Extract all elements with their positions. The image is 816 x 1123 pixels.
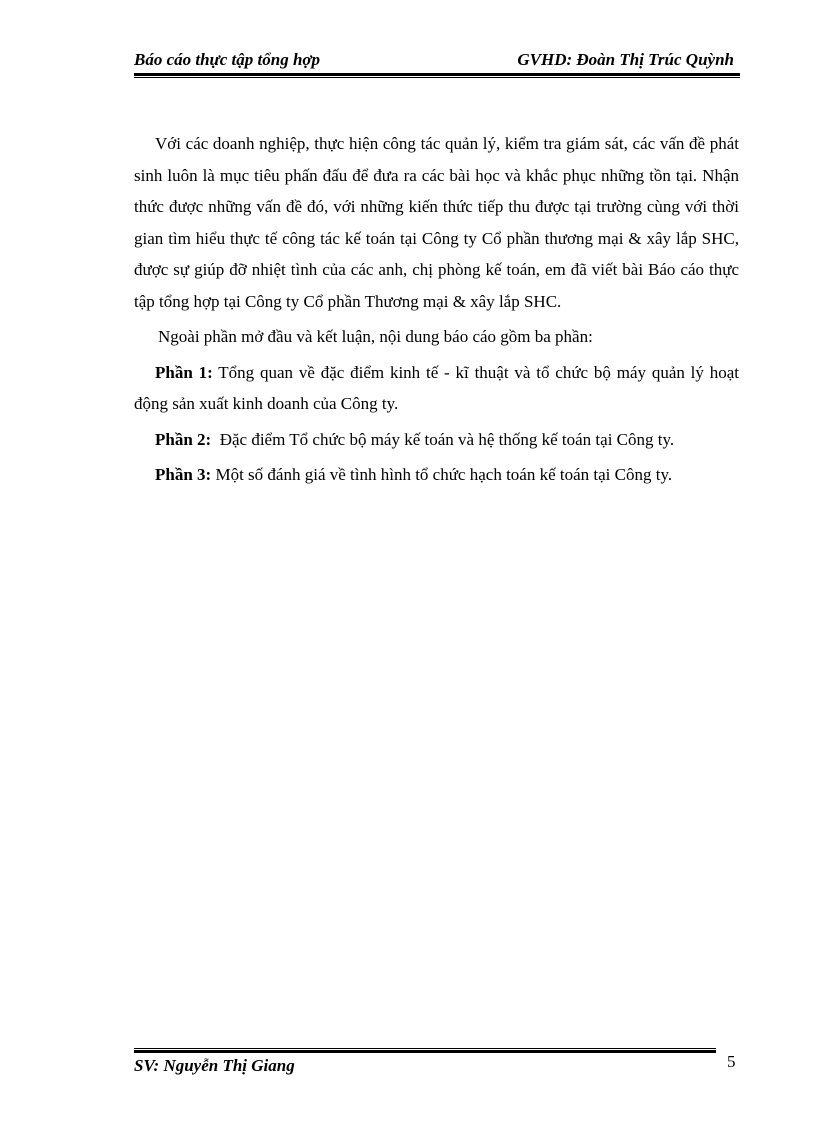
report-title: Báo cáo thực tập tổng hợp [134, 50, 321, 69]
supervisor-name: GVHD: Đoàn Thị Trúc Quỳnh [517, 50, 734, 69]
part-2-text: Đặc điểm Tổ chức bộ máy kế toán và hệ thống kế toán tại Công ty. [219, 429, 675, 449]
outline-lead-paragraph: Ngoài phần mở đầu và kết luận, nội dung báo cáo gồm ba phần: [158, 327, 593, 346]
student-name: SV: Nguyễn Thị Giang [134, 1056, 295, 1075]
footer-divider [134, 1048, 716, 1053]
part-2-paragraph [134, 424, 739, 456]
part-2-label: Phần 2: [155, 429, 212, 449]
part-3-paragraph [134, 459, 739, 491]
page-number: 5 [727, 1052, 736, 1071]
intro-paragraph: Với các doanh nghiệp, thực hiện công tác quản lý, kiểm tra giám sát, các vấn đề phát sinh luôn là mục tiêu phấn đấu để đưa ra các bài học và khắc phục những tồn tại. Nhận thức được những vấn đề đó, với những kiến thức tiếp thu được tại trường cùng với thời gian tìm hiểu thực tế công tác kế toán tại Công ty Cổ phần thương mại & xây lắp SHC, được sự giúp đỡ nhiệt tình của các anh, chị phòng kế toán, em đã viết bài Báo cáo thực tập tổng hợp tại Công ty Cổ phần Thương mại & xây lắp SHC. [134, 134, 739, 311]
part-3-label: Phần 3: [155, 465, 212, 484]
document-body [134, 128, 739, 491]
part-1-text: Tổng quan về đặc điểm kinh tế - kĩ thuật và tổ chức bộ máy quản lý hoạt động sản xuất kinh doanh của Công ty. [134, 362, 739, 413]
header-divider [134, 73, 740, 78]
part-3-text: Một số đánh giá về tình hình tổ chức hạch toán kế toán tại Công ty. [215, 465, 673, 484]
page-header [134, 48, 740, 72]
part-1-paragraph [134, 357, 739, 420]
part-1-label: Phần 1: [155, 362, 213, 382]
